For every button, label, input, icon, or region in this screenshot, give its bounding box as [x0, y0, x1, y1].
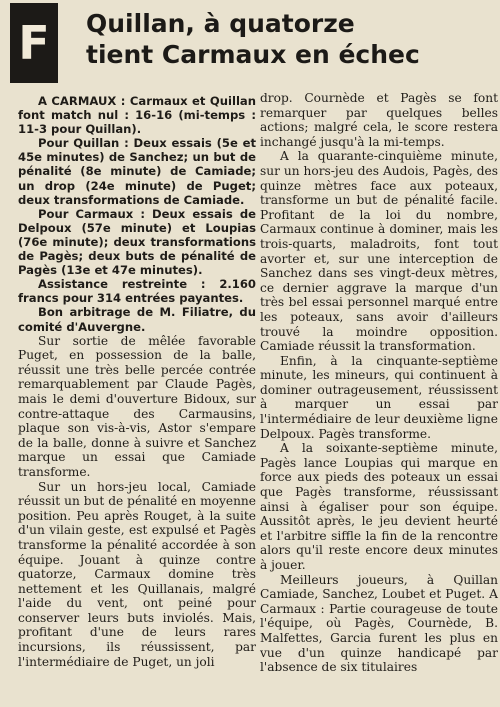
match-result: A CARMAUX : Carmaux et Quillan font match nul : 16-16 (mi-temps : 11-3 pour Quillan).: [18, 94, 256, 137]
quillan-scorers: Pour Quillan : Deux essais (5e et 45e minutes) de Sanchez; un but de pénalité (8e minute) de Camiade; un drop (24e minute) de Puget; deux transformations de Camiade.: [18, 136, 256, 207]
paragraph: A la soixante-septième minute, Pagès lance Loupias qui marque en force aux pieds des poteaux un essai que Pagès transforme, réussissant ainsi à égaliser pour son équipe. Aussitôt après, le jeu devient heurté et l'arbitre siffle la fin de la rencontre alors qu'il reste encore deux minutes à jouer.: [260, 441, 498, 572]
headline-line-2: tient Carmaux en échec: [86, 40, 420, 69]
headline-line-1: Quillan, à quatorze: [86, 9, 355, 38]
paragraph: Enfin, à la cinquante-septième minute, les mineurs, qui continuent à dominer outrageusement, réussissent à marquer un essai par l'intermédiaire de leur deuxième ligne Delpoux. Pagès transforme.: [260, 353, 498, 441]
article-headline: [86, 8, 496, 70]
section-logo: F: [10, 3, 58, 83]
right-column: [260, 91, 498, 675]
paragraph: drop. Cournède et Pagès se font remarquer par quelques belles actions; malgré cela, le score restera inchangé jusqu'à la mi-temps.: [260, 91, 498, 149]
left-column: [18, 94, 256, 669]
paragraph: Sur sortie de mêlée favorable Puget, en possession de la balle, réussit une très belle percée contrée remarquablement par Claude Pagès, mais le demi d'ouverture Bidoux, sur contre-attaque des Carmausins, plaque son vis-à-vis, Astor s'empare de la balle, donne à suivre et Sanchez marque un essai que Camiade transforme.: [18, 333, 256, 479]
attendance: Assistance restreinte : 2.160 francs pour 314 entrées payantes.: [18, 277, 256, 306]
paragraph: A la quarante-cinquième minute, sur un hors-jeu des Audois, Pagès, des quinze mètres face aux poteaux, transforme un but de pénalité facile. Profitant de la loi du nombre, Carmaux continue à dominer, mais les trois-quarts, maladroits, font tout avorter et, sur une interception de Sanchez dans ses vingt-deux mètres, ce dernier aggrave la marque d'un très bel essai personnel marqué entre les poteaux, sans avoir d'ailleurs trouvé la moindre opposition. Camiade réussit la transformation.: [260, 149, 498, 354]
referee: Bon arbitrage de M. Filiatre, du comité d'Auvergne.: [18, 305, 256, 334]
carmaux-scorers: Pour Carmaux : Deux essais de Delpoux (57e minute) et Loupias (76e minute); deux transformations de Pagès; deux buts de pénalité de Pagès (13e et 47e minutes).: [18, 206, 256, 278]
paragraph: Meilleurs joueurs, à Quillan Camiade, Sanchez, Loubet et Puget. A Carmaux : Partie courageuse de toute l'équipe, où Pagès, Cournède, B. Malfettes, Garcia furent les plus en vue d'un quinze handicapé par l'absence de six titulaires: [260, 572, 498, 675]
paragraph: Sur un hors-jeu local, Camiade réussit un but de pénalité en moyenne position. Peu après Rouget, à la suite d'un vilain geste, est expulsé et Pagès transforme la pénalité accordée à son équipe. Jouant à quinze contre quatorze, Carmaux domine très nettement et les Quillanais, malgré l'aide du vent, ont peiné pour conserver leurs buts inviolés. Mais, profitant d'une de leurs rares incursions, ils réussissent, par l'intermédiaire de Puget, un joli: [18, 479, 256, 669]
